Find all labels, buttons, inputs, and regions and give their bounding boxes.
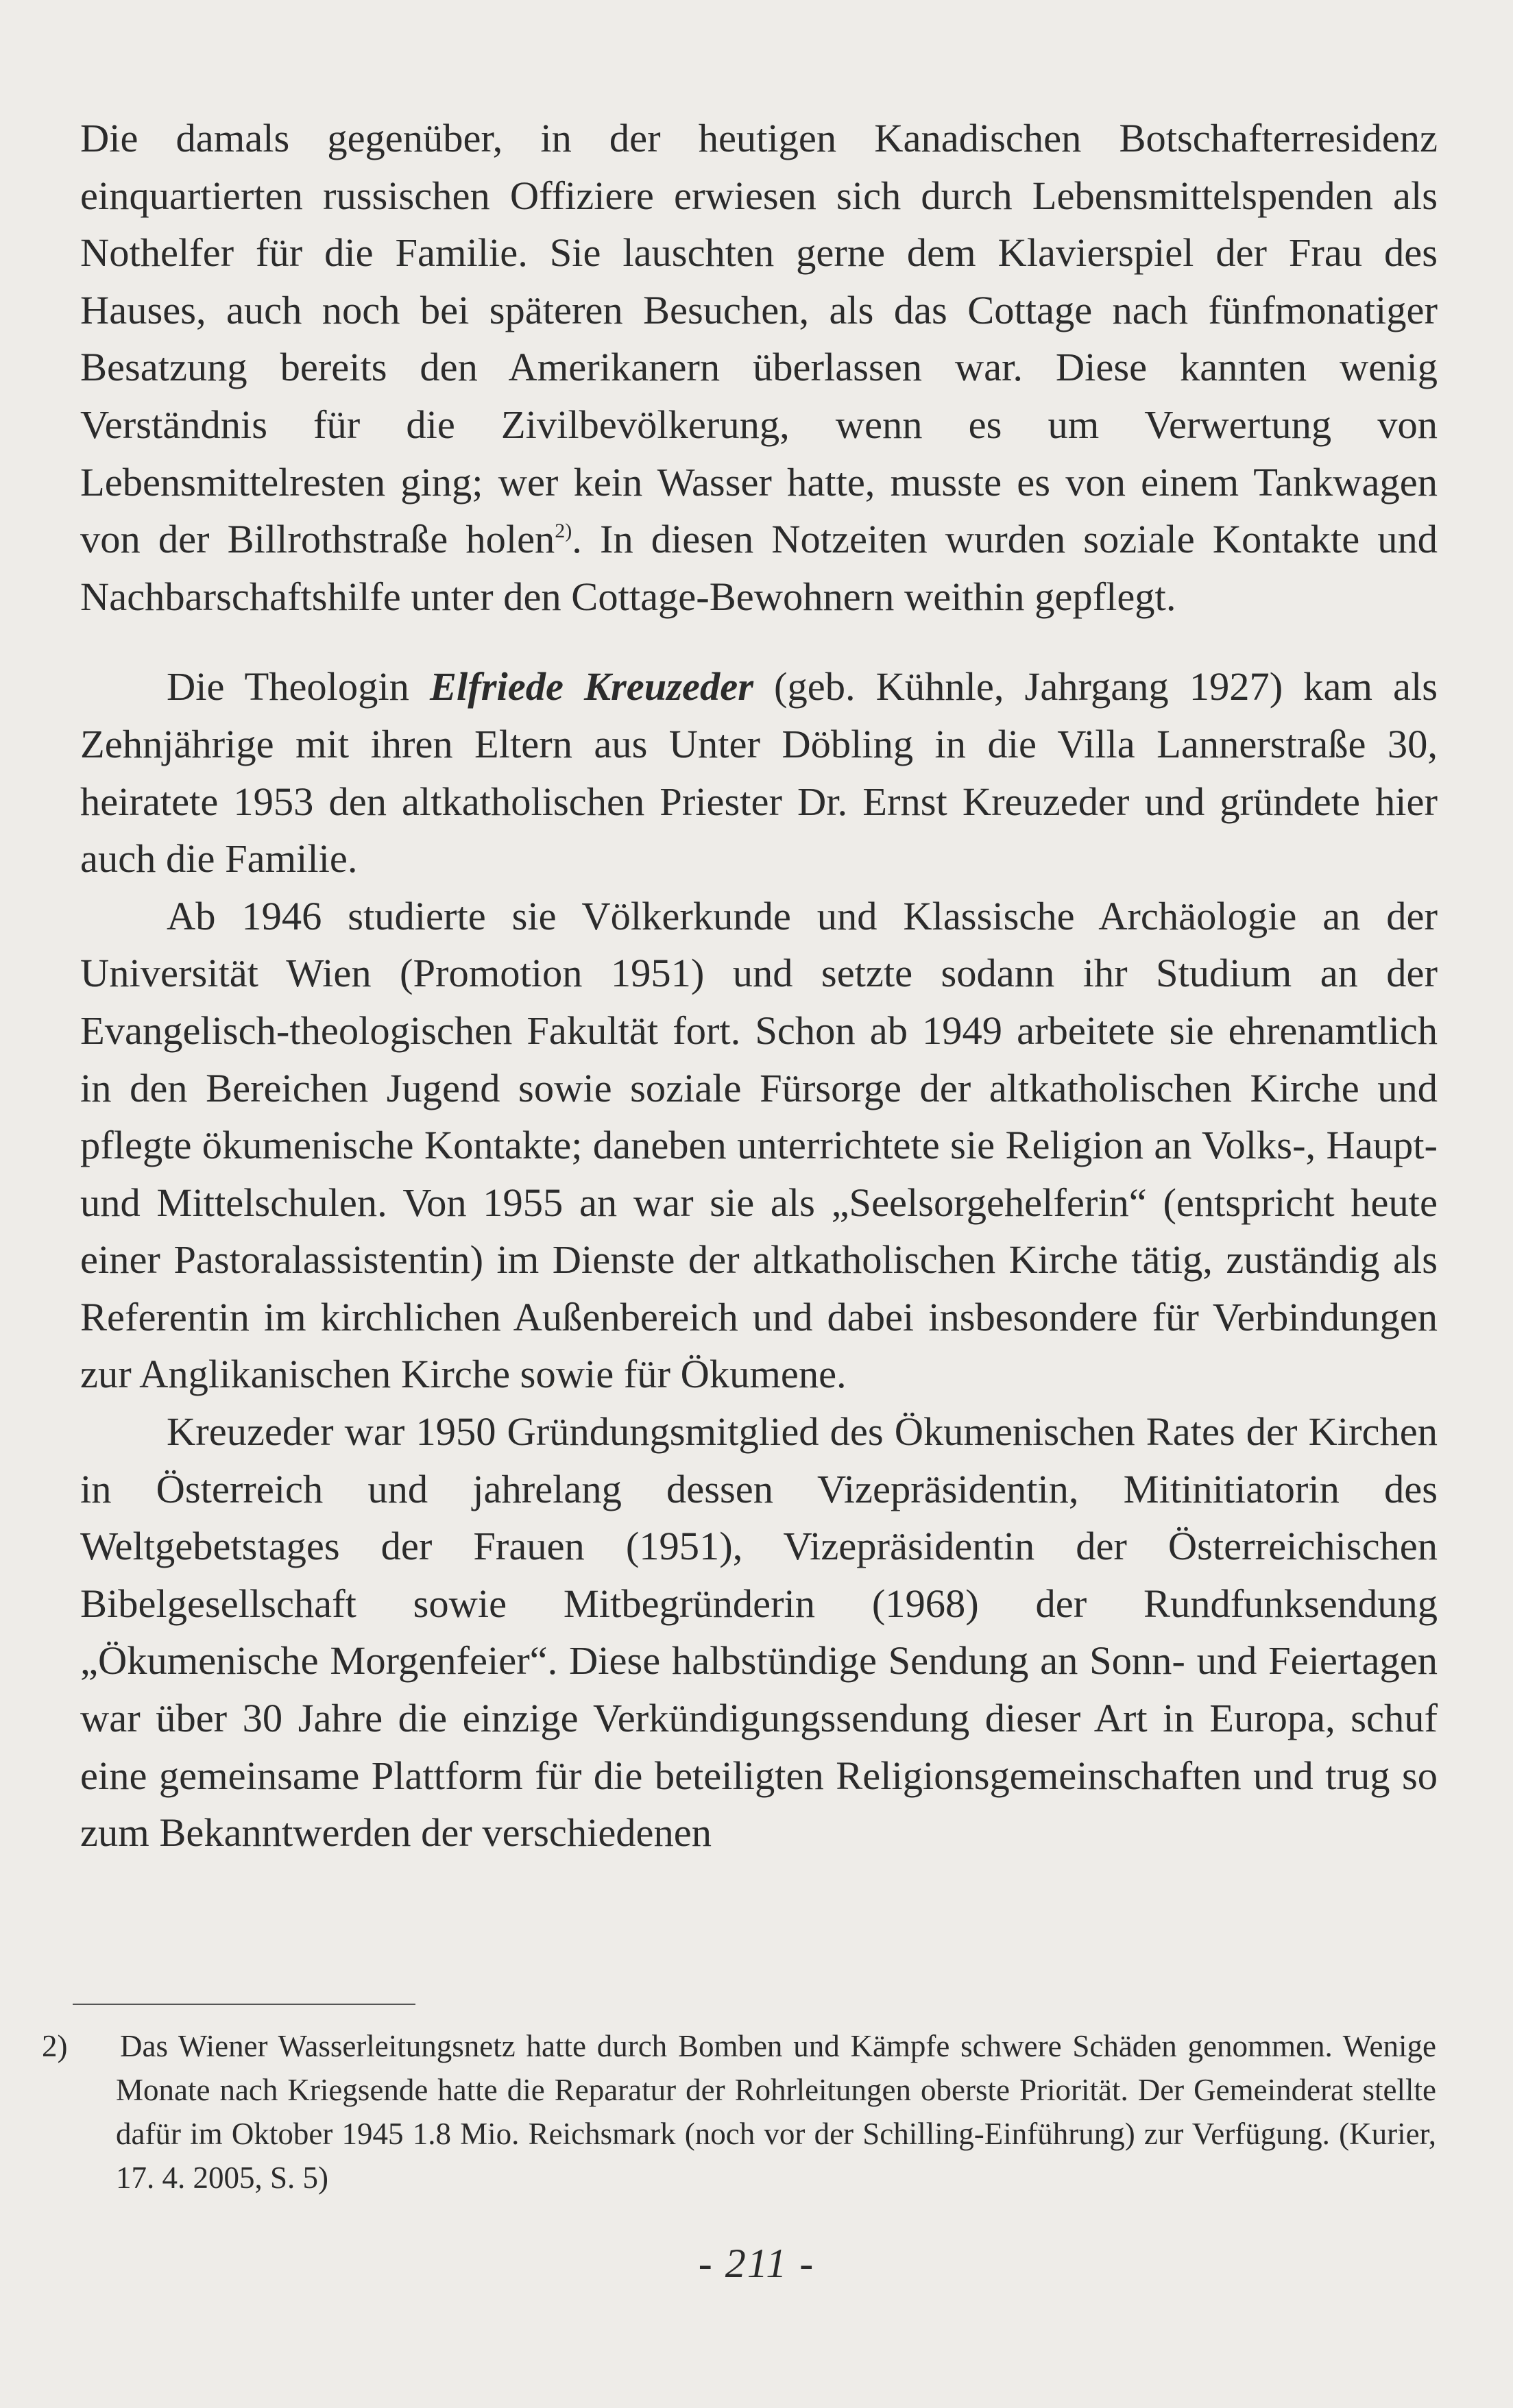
footnote-body <box>42 2024 1436 2200</box>
paragraph-2-text: (geb. Kühnle, Jahrgang 1927) kam als Zehnjährige mit ihren Eltern aus Unter Döbling in die Villa Lannerstraße 30, heiratete 1953 den altkatholischen Priester Dr. Ernst Kreuzeder und gründete hier auch die Familie. <box>80 664 1438 881</box>
footnote-marker: 2) <box>42 2029 68 2063</box>
footnote-reference: 2) <box>555 520 572 543</box>
paragraph-2-lead: Die Theologin <box>167 664 409 709</box>
page-number: - 211 - <box>698 2241 815 2286</box>
paragraph-3: Ab 1946 studierte sie Völkerkunde und Klassische Archäologie an der Universität Wien (Promotion 1951) und setzte sodann ihr Studium an der Evangelisch-theologischen Fakultät fort. Schon ab 1949 arbeitete sie ehrenamtlich in den Bereichen Jugend sowie soziale Fürsorge der altkatholischen Kirche und pflegte ökumenische Kontakte; daneben unterrichtete sie Religion an Volks-, Haupt- und Mittelschulen. Von 1955 an war sie als „Seelsorgehelferin“ (entspricht heute einer Pastoralassistentin) im Dienste der altkatholischen Kirche tätig, zuständig als Referentin im kirchlichen Außenbereich und dabei insbesondere für Verbindungen zur Anglikanischen Kirche sowie für Ökumene. <box>80 893 1438 1397</box>
footnote-divider <box>73 2004 415 2005</box>
paragraph-2 <box>80 658 1438 887</box>
paragraph-1 <box>80 110 1438 625</box>
paragraph-1-continuation: . In diesen Notzeiten wurden soziale Kontakte und Nachbarschaftshilfe unter den Cottage-Bewohnern weithin gepflegt. <box>80 517 1438 619</box>
footnote-text: Das Wiener Wasserleitungsnetz hatte durch Bomben und Kämpfe schwere Schäden genommen. Wenige Monate nach Kriegsende hatte die Reparatur der Rohrleitungen oberste Priorität. Der Gemeinderat stellte dafür im Oktober 1945 1.8 Mio. Reichsmark (noch vor der Schilling-Einführung) zur Verfügung. (Kurier, 17. 4. 2005, S. 5) <box>116 2029 1436 2195</box>
person-name: Elfriede Kreuzeder <box>429 664 753 709</box>
paragraph-1-text: Die damals gegenüber, in der heutigen Kanadischen Botschafterresidenz einquartierten russischen Offiziere erwiesen sich durch Lebensmittelspenden als Nothelfer für die Familie. Sie lauschten gerne dem Klavierspiel der Frau des Hauses, auch noch bei späteren Besuchen, als das Cottage nach fünfmonatiger Besatzung bereits den Amerikanern überlassen war. Diese kannten wenig Verständnis für die Zivilbevölkerung, wenn es um Verwertung von Lebensmittelresten ging; wer kein Wasser hatte, musste es von einem Tankwagen von der Billrothstraße holen <box>80 116 1438 562</box>
paragraph-4: Kreuzeder war 1950 Gründungsmitglied des Ökumenischen Rates der Kirchen in Österreich und jahrelang dessen Vizepräsidentin, Mitinitiatorin des Weltgebetstages der Frauen (1951), Vizepräsidentin der Österreichischen Bibelgesellschaft sowie Mitbegründerin (1968) der Rundfunksendung „Ökumenische Morgenfeier“. Diese halbstündige Sendung an Sonn- und Feiertagen war über 30 Jahre die einzige Verkündigungssendung dieser Art in Europa, schuf eine gemeinsame Plattform für die beteiligten Religionsgemeinschaften und trug so zum Bekanntwerden der verschiedenen <box>80 1409 1438 1856</box>
main-text <box>80 110 1438 1862</box>
footnote <box>42 2024 1436 2200</box>
